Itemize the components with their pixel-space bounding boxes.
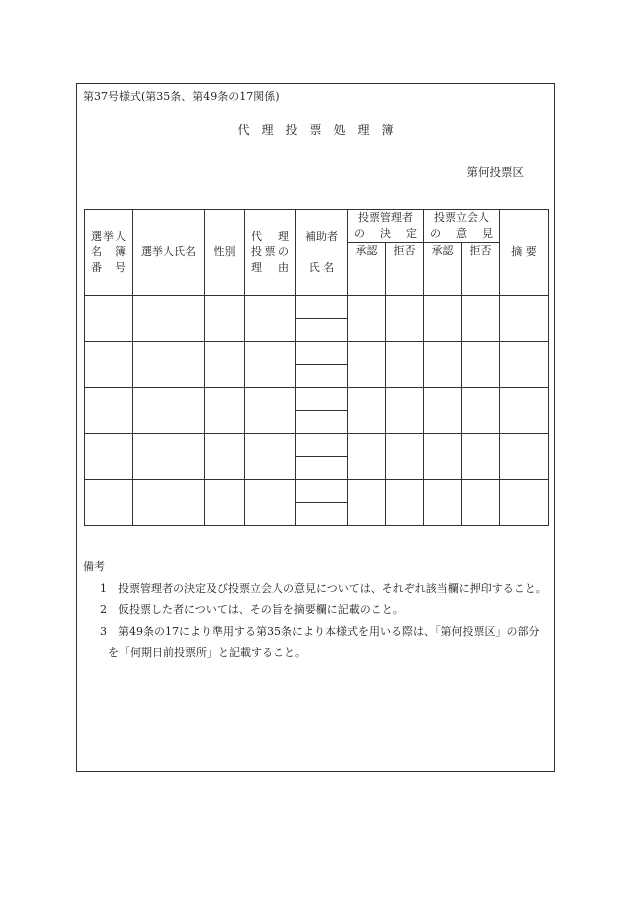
header-manager-decision: 投票管理者 の 決 定 (348, 210, 424, 243)
cell-witness-reject[interactable] (462, 341, 500, 387)
cell-assistant-name[interactable] (296, 502, 348, 525)
header-assistant-name: 補助者 氏 名 (296, 210, 348, 296)
header-gender: 性別 (205, 210, 245, 296)
cell-witness-approve[interactable] (424, 479, 462, 525)
note-number: 2 (100, 603, 107, 616)
cell-manager-reject[interactable] (386, 387, 424, 433)
cell-assistant-name[interactable] (296, 479, 348, 502)
cell-remarks[interactable] (500, 295, 549, 341)
cell-witness-approve[interactable] (424, 433, 462, 479)
form-number: 第37号様式(第35条、第49条の17関係) (83, 90, 280, 103)
note-item (91, 599, 548, 621)
polling-district-label: 第何投票区 (466, 165, 524, 179)
header-witness-approve: 承認 (424, 242, 462, 295)
cell-witness-approve[interactable] (424, 341, 462, 387)
note-item (91, 578, 548, 600)
cell-remarks[interactable] (500, 387, 549, 433)
form-frame (76, 83, 555, 772)
cell-gender[interactable] (205, 479, 245, 525)
cell-manager-reject[interactable] (386, 433, 424, 479)
header-witness-opinion: 投票立会人 の 意 見 (424, 210, 500, 243)
cell-gender[interactable] (205, 387, 245, 433)
cell-assistant-name[interactable] (296, 410, 348, 433)
cell-manager-approve[interactable] (348, 341, 386, 387)
document-title: 代理投票処理簿 (237, 123, 406, 137)
header-proxy-reason: 代 理 投票の 理 由 (245, 210, 296, 296)
cell-proxy-reason[interactable] (245, 479, 296, 525)
cell-witness-approve[interactable] (424, 387, 462, 433)
cell-gender[interactable] (205, 433, 245, 479)
note-item (91, 621, 548, 664)
header-manager-reject: 拒否 (386, 242, 424, 295)
cell-voter-number[interactable] (85, 387, 133, 433)
cell-voter-number[interactable] (85, 341, 133, 387)
cell-voter-number[interactable] (85, 479, 133, 525)
cell-remarks[interactable] (500, 341, 549, 387)
cell-manager-approve[interactable] (348, 479, 386, 525)
cell-manager-reject[interactable] (386, 341, 424, 387)
cell-voter-name[interactable] (133, 387, 205, 433)
header-remarks: 摘 要 (500, 210, 549, 296)
cell-witness-reject[interactable] (462, 479, 500, 525)
notes-section (83, 556, 548, 664)
table-row (85, 295, 549, 318)
cell-voter-number[interactable] (85, 433, 133, 479)
table-row (85, 341, 549, 364)
cell-manager-reject[interactable] (386, 295, 424, 341)
cell-manager-approve[interactable] (348, 387, 386, 433)
header-voter-number: 選挙人 名 簿 番 号 (85, 210, 133, 296)
cell-witness-reject[interactable] (462, 387, 500, 433)
proxy-voting-register-table (84, 209, 549, 526)
cell-manager-approve[interactable] (348, 433, 386, 479)
cell-witness-approve[interactable] (424, 295, 462, 341)
cell-assistant-name[interactable] (296, 318, 348, 341)
note-number: 3 (100, 624, 107, 638)
cell-witness-reject[interactable] (462, 433, 500, 479)
cell-gender[interactable] (205, 341, 245, 387)
cell-witness-reject[interactable] (462, 295, 500, 341)
note-text: 第49条の17により準用する第35条により本様式を用いる際は、「第何投票区」の部分を「何期日前投票所」と記載すること。 (108, 624, 540, 659)
table-row (85, 479, 549, 502)
cell-manager-reject[interactable] (386, 479, 424, 525)
cell-proxy-reason[interactable] (245, 341, 296, 387)
cell-manager-approve[interactable] (348, 295, 386, 341)
cell-assistant-name[interactable] (296, 387, 348, 410)
cell-remarks[interactable] (500, 433, 549, 479)
cell-proxy-reason[interactable] (245, 433, 296, 479)
cell-remarks[interactable] (500, 479, 549, 525)
cell-assistant-name[interactable] (296, 456, 348, 479)
header-witness-reject: 拒否 (462, 242, 500, 295)
cell-voter-name[interactable] (133, 479, 205, 525)
cell-assistant-name[interactable] (296, 341, 348, 364)
cell-voter-name[interactable] (133, 295, 205, 341)
cell-voter-number[interactable] (85, 295, 133, 341)
notes-heading: 備考 (83, 560, 105, 573)
cell-assistant-name[interactable] (296, 295, 348, 318)
note-text: 投票管理者の決定及び投票立会人の意見については、それぞれ該当欄に押印すること。 (118, 581, 547, 595)
table-row (85, 387, 549, 410)
cell-assistant-name[interactable] (296, 364, 348, 387)
header-manager-approve: 承認 (348, 242, 386, 295)
cell-proxy-reason[interactable] (245, 387, 296, 433)
cell-proxy-reason[interactable] (245, 295, 296, 341)
cell-voter-name[interactable] (133, 433, 205, 479)
cell-assistant-name[interactable] (296, 433, 348, 456)
cell-gender[interactable] (205, 295, 245, 341)
table-row (85, 433, 549, 456)
note-number: 1 (100, 581, 107, 595)
header-voter-name: 選挙人氏名 (133, 210, 205, 296)
note-text: 仮投票した者については、その旨を摘要欄に記載のこと。 (118, 603, 404, 616)
cell-voter-name[interactable] (133, 341, 205, 387)
